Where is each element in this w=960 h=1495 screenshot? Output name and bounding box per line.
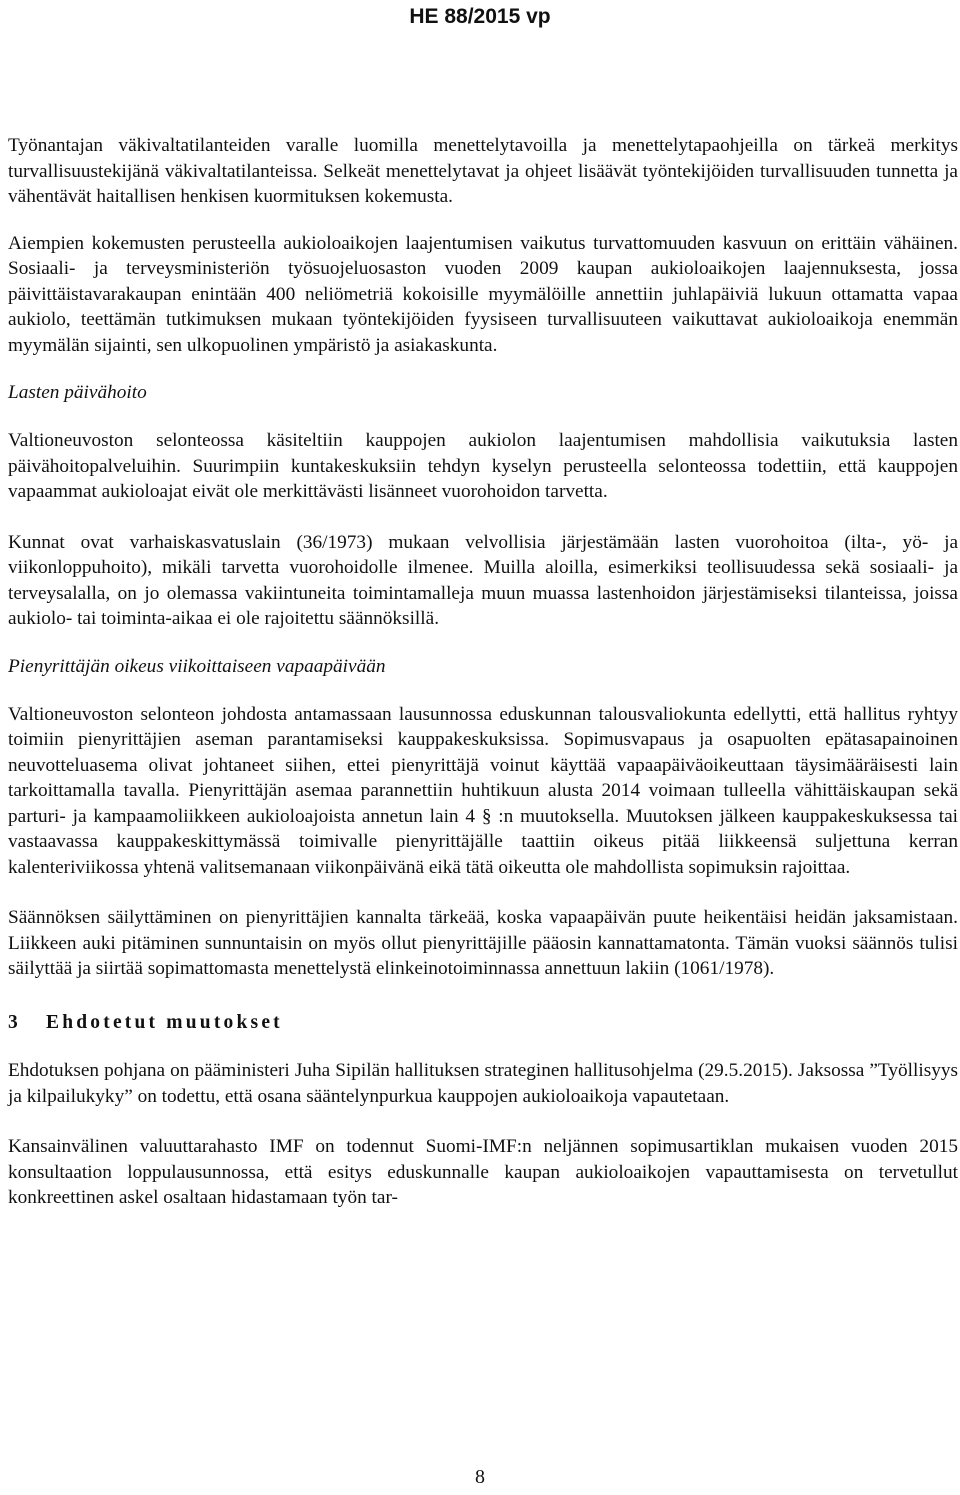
document-header xyxy=(0,2,960,30)
paragraph-5: Valtioneuvoston selonteon johdosta antamassaan lausunnossa eduskunnan talousvaliokunta edellytti, että hallitus ryhtyy toimiin pienyrittäjien aseman parantamiseksi kauppakeskuksissa. Sopimusvapaus ja osapuolten epätasapainoinen neuvotteluasema olivat johtaneet siihen, ettei pienyrittäjä voinut käyttää vapaapäiväoikeuttaan täysimääräisesti lain tarkoittamalla tavalla. Pienyrittäjän asemaa parannettiin huhtikuun alusta 2014 voimaan tulleella vähittäiskaupan sekä parturi- ja kampaamoliikkeen aukioloajoista annetun lain 4 § :n muutoksella. Muutoksen jälkeen kauppakeskuksessa tai vastaavassa kauppakeskittymässä toimivalle pienyrittäjälle taattiin oikeus pitää liikkeensä suljettuna kerran kalenteriviikossa yhtenä valitsemanaan viikonpäivänä eikä tätä oikeutta ole mahdollista sopimuksin rajoittaa. xyxy=(8,703,958,878)
section-title: Ehdotetut muutokset xyxy=(46,1011,283,1033)
section-heading xyxy=(8,1010,958,1036)
paragraph-7: Ehdotuksen pohjana on pääministeri Juha Sipilän hallituksen strateginen hallitusohjelma (29.5.2015). Jaksossa ”Työllisyys ja kilpailukyky” on todettu, että osana sääntelynpurkua kauppojen aukioloaikoja vapautetaan. xyxy=(8,1060,958,1107)
paragraph-8: Kansainvälinen valuuttarahasto IMF on todennut Suomi-IMF:n neljännen sopimusartiklan mukaisen vuoden 2015 konsultaation loppulausunnossa, että esitys eduskunnalle kaupan aukioloaikojen vapauttamisesta on tervetullut konkreettinen askel osaltaan hidastamaan työn tar- xyxy=(8,1136,958,1208)
subheading-pienyrittaja: Pienyrittäjän oikeus viikoittaiseen vapaapäivään xyxy=(8,655,386,677)
document-id: HE 88/2015 vp xyxy=(409,5,551,28)
document-body xyxy=(8,133,958,1211)
paragraph-3: Valtioneuvoston selonteossa käsiteltiin kauppojen aukiolon laajentumisen mahdollisia vaikutuksia lasten päivähoitopalveluihin. Suurimpiin kuntakeskuksiin tehdyn kyselyn perusteella selonteossa todettiin, että kauppojen vapaammat aukioloajat eivät ole merkittävästi lisänneet vuorohoidon tarvetta. xyxy=(8,430,958,502)
page-number: 8 xyxy=(475,1466,485,1488)
subheading-lasten-paivahoito: Lasten päivähoito xyxy=(8,382,147,403)
paragraph-4: Kunnat ovat varhaiskasvatuslain (36/1973) mukaan velvollisia järjestämään lasten vuorohoitoa (ilta-, yö- ja viikonloppuhoito), mikäli tarvetta vuorohoidolle ilmenee. Muilla aloilla, esimerkiksi teollisuudessa sekä sosiaali- ja terveysalalla, on jo olemassa vakiintuneita toimintamalleja muun muassa lastenhoidon järjestämiseksi tilanteissa, joissa aukiolo- tai toiminta-aikaa ei ole rajoitettu säännöksillä. xyxy=(8,531,958,629)
paragraph-1: Työnantajan väkivaltatilanteiden varalle luomilla menettelytavoilla ja menettelytapaohjeilla on tärkeä merkitys turvallisuustekijänä väkivaltatilanteissa. Selkeät menettelytavat ja ohjeet lisäävät työntekijöiden turvallisuuden tunnetta ja vähentävät haitallisen henkisen kuormituksen kokemusta. xyxy=(8,135,958,207)
paragraph-6: Säännöksen säilyttäminen on pienyrittäjien kannalta tärkeää, koska vapaapäivän puute heikentäisi heidän jaksamistaan. Liikkeen auki pitäminen sunnuntaisin on myös ollut pienyrittäjille pääosin kannattamatonta. Tämän vuoksi säännös tulisi säilyttää ja siirtää sopimattomasta menettelystä elinkeinotoiminnassa annettuun lakiin (1061/1978). xyxy=(8,907,958,979)
paragraph-2: Aiempien kokemusten perusteella aukioloaikojen laajentumisen vaikutus turvattomuuden kasvuun on erittäin vähäinen. Sosiaali- ja terveysministeriön työsuojeluosaston vuoden 2009 kaupan aukioloaikojen laajennuksesta, jossa päivittäistavarakaupan enintään 400 neliömetriä kokoisille myymälöille annettiin juhlapäiviä lukuun ottamatta vapaa aukiolo, teettämän tutkimuksen mukaan työntekijöiden fyysiseen turvallisuuteen vaikuttavat aukioloaikoja enemmän myymälän sijainti, sen ulkopuolinen ympäristö ja asiakaskunta. xyxy=(8,232,958,356)
section-number: 3 xyxy=(8,1011,18,1033)
